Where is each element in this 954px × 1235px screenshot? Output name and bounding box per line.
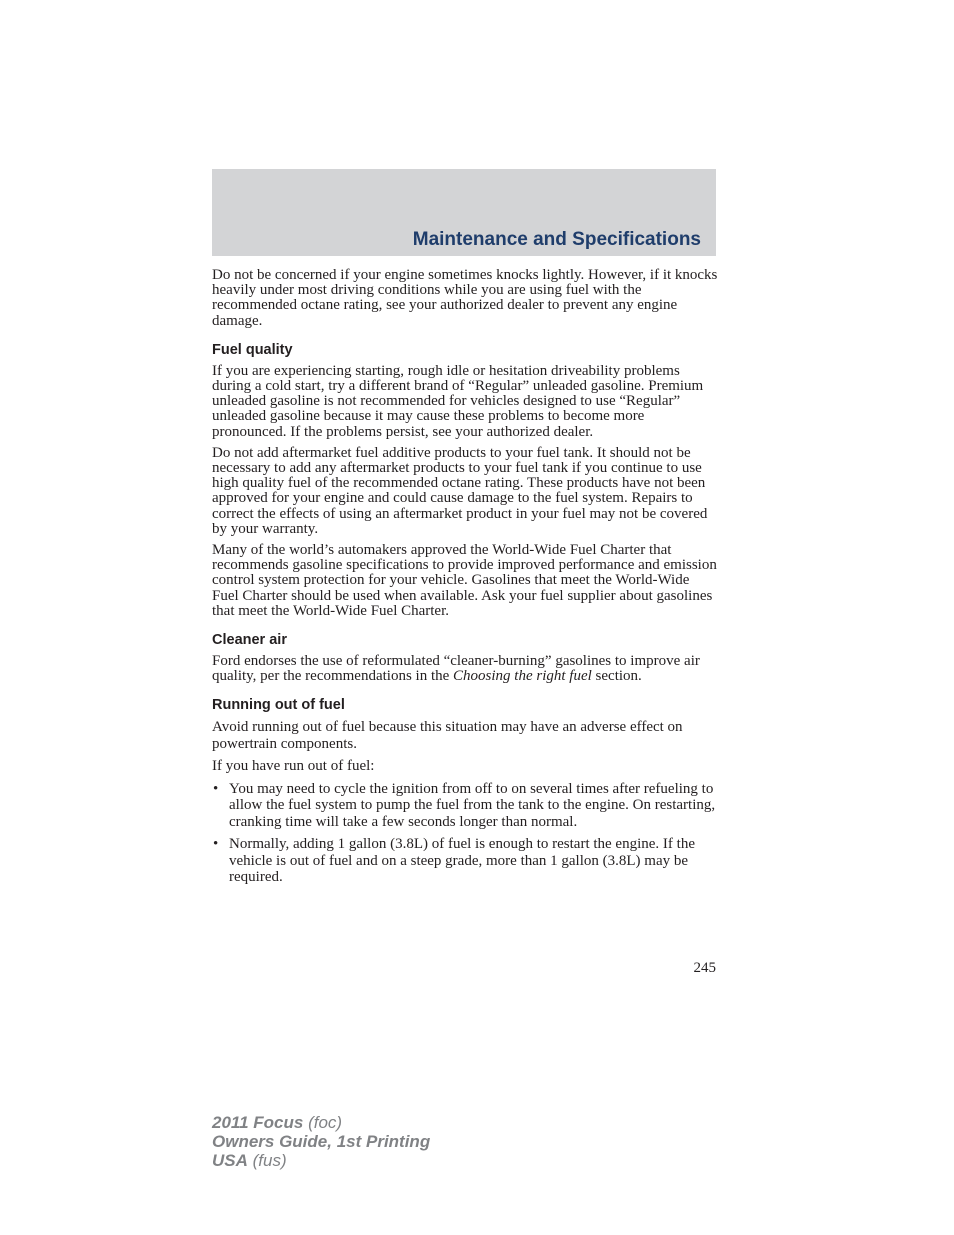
bullet-icon: • xyxy=(213,780,219,797)
fuel-quality-paragraph-3: Many of the world’s automakers approved the World-Wide Fuel Charter that recommends gasoline specifications to provide improved performance and emission control system protection for your vehicle. Gasolines that meet the World-Wide Fuel Charter should be used when available. Ask your fuel supplier about gasolines that meet the World-Wide Fuel Charter. xyxy=(212,542,717,619)
list-item-text: Normally, adding 1 gallon (3.8L) of fuel is enough to restart the engine. If the vehicle is out of fuel and on a steep grade, more than 1 gallon (3.8L) may be required. xyxy=(229,836,695,886)
footer-market: USA xyxy=(212,1151,248,1170)
cleaner-air-text-before: Ford endorses the use of reformulated “cleaner-burning” gasolines to improve air quality, per the recommendations in the xyxy=(212,653,700,685)
page-content xyxy=(212,268,718,892)
footer-market-code: (fus) xyxy=(247,1151,287,1170)
section-title: Maintenance and Specifications xyxy=(412,229,701,250)
footer-market-line xyxy=(212,1151,430,1170)
footer-guide: Owners Guide, 1st Printing xyxy=(212,1132,431,1151)
footer-model: 2011 Focus xyxy=(212,1113,304,1132)
section-header-band xyxy=(212,169,716,256)
intro-paragraph: Do not be concerned if your engine sometimes knocks lightly. However, if it knocks heavily under most driving conditions while you are using fuel with the recommended octane rating, see your authorized dealer to prevent any engine damage. xyxy=(212,267,718,329)
list-item xyxy=(212,836,718,886)
bullet-icon: • xyxy=(213,836,219,853)
cleaner-air-text-after: section. xyxy=(591,668,642,685)
footer-model-code: (foc) xyxy=(303,1113,343,1132)
heading-cleaner-air: Cleaner air xyxy=(212,632,287,649)
footer-guide-line xyxy=(212,1132,430,1151)
running-out-paragraph-2: If you have run out of fuel: xyxy=(212,758,375,775)
fuel-quality-paragraph-1: If you are experiencing starting, rough idle or hesitation driveability problems during a cold start, try a different brand of “Regular” unleaded gasoline. Premium unleaded gasoline is not recommended for vehicles designed to use “Regular” unleaded gasoline because it may cause these problems to become more pronounced. If the problems persist, see your authorized dealer. xyxy=(212,362,704,440)
cleaner-air-paragraph xyxy=(212,654,718,684)
heading-running-out-of-fuel: Running out of fuel xyxy=(212,697,345,714)
page-number: 245 xyxy=(693,960,716,976)
running-out-bullet-list xyxy=(212,781,718,886)
document-footer xyxy=(212,1113,430,1170)
heading-fuel-quality: Fuel quality xyxy=(212,341,293,358)
cleaner-air-reference: Choosing the right fuel xyxy=(453,668,592,685)
list-item xyxy=(212,781,718,831)
footer-model-line xyxy=(212,1113,430,1132)
list-item-text: You may need to cycle the ignition from off to on several times after refueling to allow the fuel system to pump the fuel from the tank to the engine. On restarting, cranking time will take a few seconds longer than normal. xyxy=(229,780,716,830)
running-out-paragraph-1: Avoid running out of fuel because this situation may have an adverse effect on powertrain components. xyxy=(212,719,683,752)
fuel-quality-paragraph-2: Do not add aftermarket fuel additive products to your fuel tank. It should not be necessary to add any aftermarket products to your fuel tank if you continue to use high quality fuel of the recommended octane rating. These products have not been approved for your engine and could cause damage to the fuel system. Repairs to correct the effects of using an aftermarket product in your fuel may not be covered by your warranty. xyxy=(212,444,708,537)
